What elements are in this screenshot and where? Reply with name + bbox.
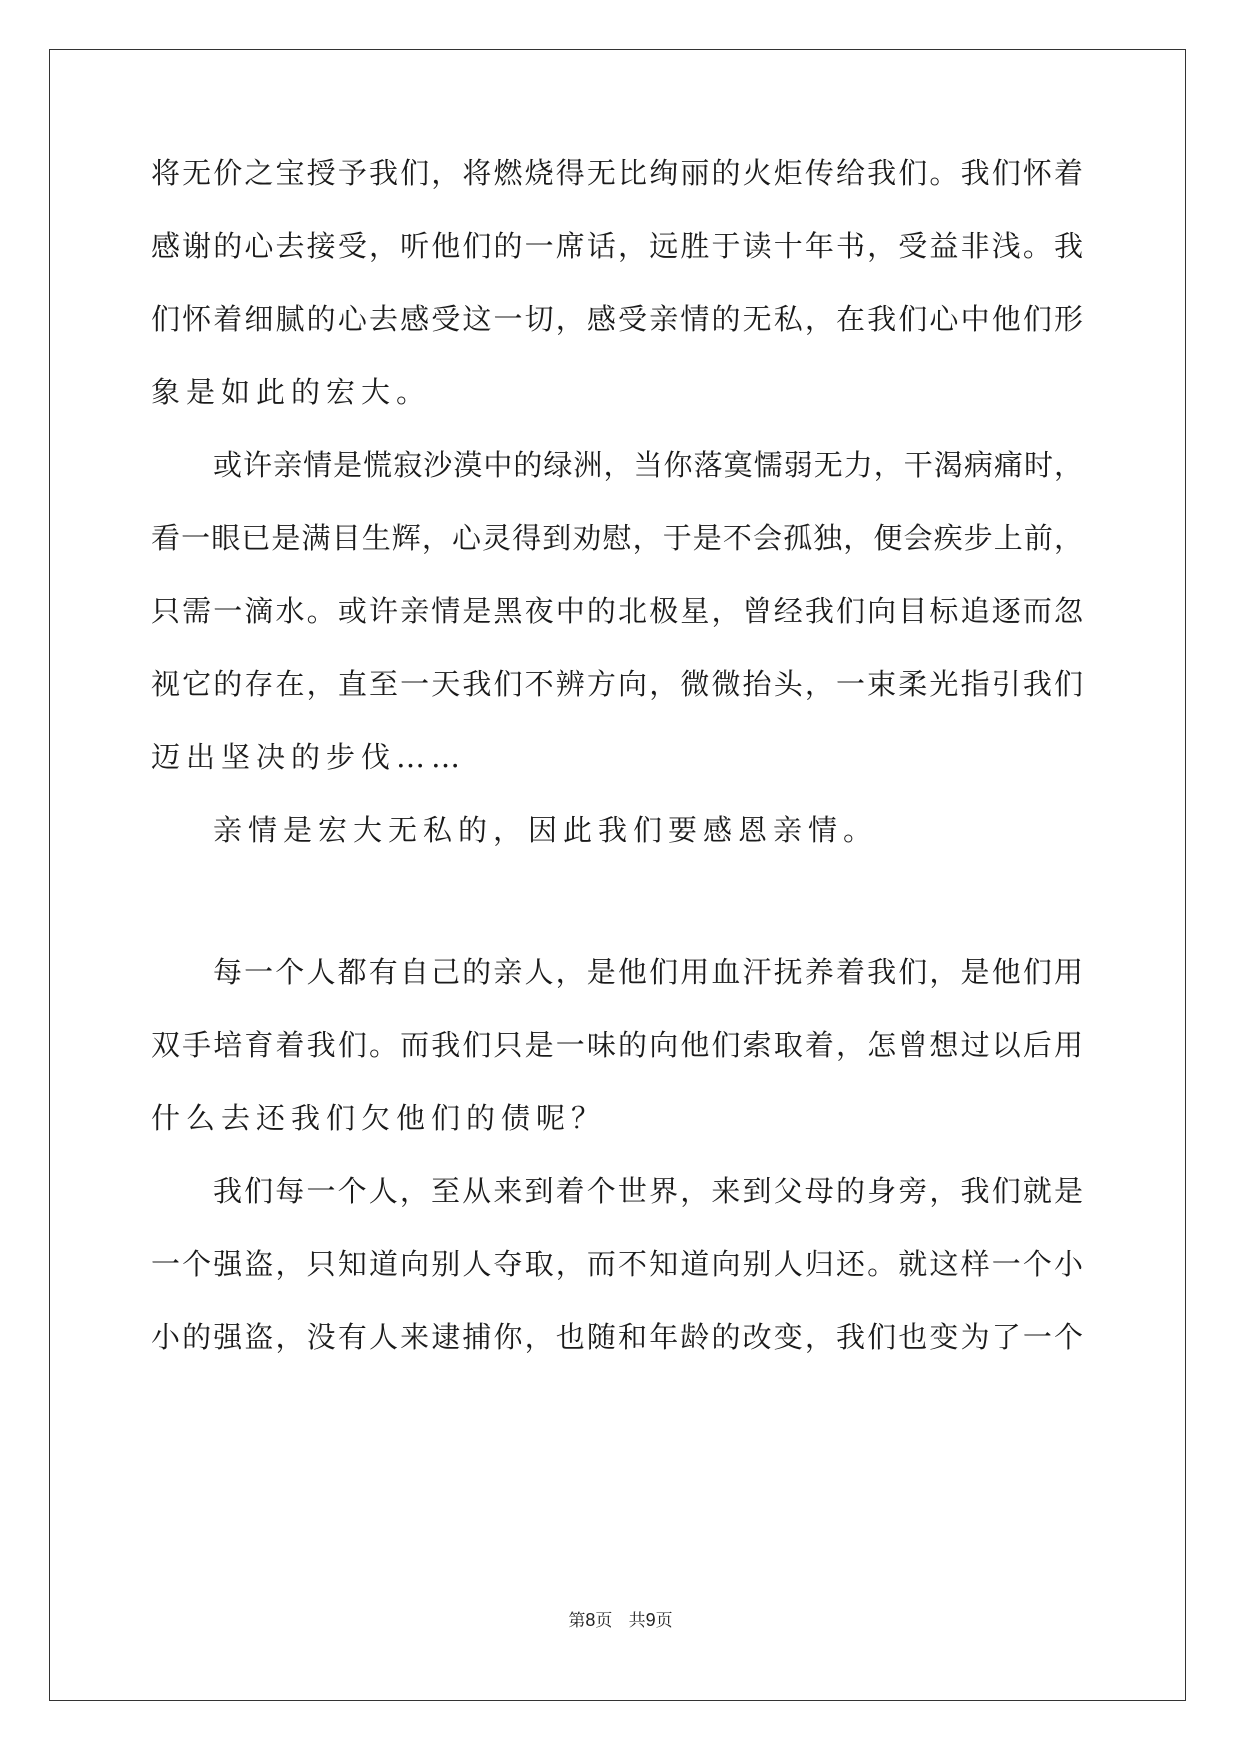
text-line: 我们每一个人，至从来到着个世界，来到父母的身旁，我们就是 — [213, 1174, 1083, 1208]
text-line: 们怀着细腻的心去感受这一切，感受亲情的无私，在我们心中他们形 — [151, 302, 1083, 336]
page-border — [49, 49, 1186, 1701]
total-suffix: 页 — [655, 1611, 673, 1631]
text-line: 每一个人都有自己的亲人，是他们用血汗抚养着我们，是他们用 — [213, 955, 1083, 989]
total-prefix: 共 — [628, 1611, 646, 1631]
text-line: 或许亲情是慌寂沙漠中的绿洲，当你落寞懦弱无力，干渴病痛时， — [213, 448, 1083, 482]
page-prefix: 第 — [568, 1611, 586, 1631]
page-number: 8 — [585, 1610, 596, 1630]
text-line: 感谢的心去接受，听他们的一席话，远胜于读十年书，受益非浅。我 — [151, 229, 1083, 263]
text-line: 亲情是宏大无私的，因此我们要感恩亲情。 — [213, 813, 879, 847]
text-line: 一个强盗，只知道向别人夺取，而不知道向别人归还。就这样一个小 — [151, 1247, 1083, 1281]
page-suffix: 页 — [595, 1611, 613, 1631]
text-line: 双手培育着我们。而我们只是一味的向他们索取着，怎曾想过以后用 — [151, 1028, 1083, 1062]
text-line: 什么去还我们欠他们的债呢？ — [151, 1101, 607, 1135]
page-total: 9 — [645, 1610, 656, 1630]
text-line: 只需一滴水。或许亲情是黑夜中的北极星，曾经我们向目标追逐而忽 — [151, 594, 1083, 628]
text-line: 视它的存在，直至一天我们不辨方向，微微抬头，一束柔光指引我们 — [151, 667, 1083, 701]
text-line: 象是如此的宏大。 — [151, 375, 432, 409]
text-line: 迈出坚决的步伐…… — [151, 740, 467, 774]
text-line: 将无价之宝授予我们，将燃烧得无比绚丽的火炬传给我们。我们怀着 — [151, 156, 1083, 190]
text-line: 小的强盗，没有人来逮捕你，也随和年龄的改变，我们也变为了一个 — [151, 1320, 1083, 1354]
page-footer — [0, 1609, 1241, 1632]
text-line: 看一眼已是满目生辉，心灵得到劝慰，于是不会孤独，便会疾步上前， — [151, 521, 1083, 555]
